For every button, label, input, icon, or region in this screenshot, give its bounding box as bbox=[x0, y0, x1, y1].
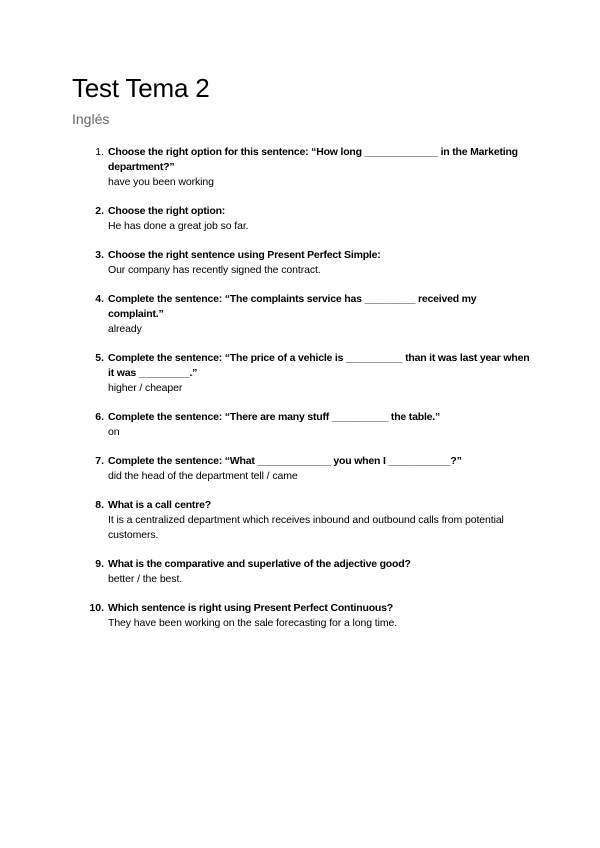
question-text: Complete the sentence: “There are many stuff __________ the table.” bbox=[108, 411, 441, 423]
question-item-9 bbox=[72, 557, 532, 587]
question-item-8 bbox=[72, 498, 532, 543]
question-number: 6. bbox=[95, 411, 104, 423]
question-number: 4. bbox=[95, 293, 104, 305]
question-answer: have you been working bbox=[108, 176, 214, 188]
question-text: Choose the right option for this sentence: “How long _____________ in the Marketing department?” bbox=[108, 146, 518, 173]
question-answer: Our company has recently signed the contract. bbox=[108, 264, 321, 276]
question-number: 2. bbox=[95, 205, 104, 217]
question-text: Complete the sentence: “What _____________ you when I ___________?” bbox=[108, 455, 462, 467]
page-title: Test Tema 2 bbox=[72, 73, 210, 103]
page-subtitle: Inglés bbox=[72, 111, 110, 127]
question-number: 8. bbox=[95, 499, 104, 511]
question-number: 5. bbox=[95, 352, 104, 364]
question-item-1 bbox=[72, 145, 532, 190]
question-text: Which sentence is right using Present Perfect Continuous? bbox=[108, 602, 393, 614]
question-number: 3. bbox=[95, 249, 104, 261]
question-text: Choose the right sentence using Present Perfect Simple: bbox=[108, 249, 381, 261]
question-number: 1. bbox=[95, 146, 104, 158]
question-number: 10. bbox=[89, 602, 104, 614]
question-text: Choose the right option: bbox=[108, 205, 226, 217]
question-number: 7. bbox=[95, 455, 104, 467]
question-text: What is the comparative and superlative of the adjective good? bbox=[108, 558, 411, 570]
question-answer: He has done a great job so far. bbox=[108, 220, 249, 232]
question-text: Complete the sentence: “The price of a vehicle is __________ than it was last year when it was _________.” bbox=[108, 352, 530, 379]
question-answer: did the head of the department tell / came bbox=[108, 470, 298, 482]
question-answer: higher / cheaper bbox=[108, 382, 183, 394]
question-item-3 bbox=[72, 248, 532, 278]
question-item-2 bbox=[72, 204, 532, 234]
question-answer: already bbox=[108, 323, 142, 335]
question-number: 9. bbox=[95, 558, 104, 570]
question-item-10 bbox=[72, 601, 532, 631]
question-item-7 bbox=[72, 454, 532, 484]
question-answer: better / the best. bbox=[108, 573, 183, 585]
question-item-4 bbox=[72, 292, 532, 337]
question-answer: on bbox=[108, 426, 120, 438]
question-answer: They have been working on the sale forecasting for a long time. bbox=[108, 617, 398, 629]
question-text: Complete the sentence: “The complaints service has _________ received my complaint.” bbox=[108, 293, 477, 320]
question-item-5 bbox=[72, 351, 532, 396]
question-item-6 bbox=[72, 410, 532, 440]
question-list bbox=[72, 145, 532, 631]
question-answer: It is a centralized department which receives inbound and outbound calls from potential customers. bbox=[108, 514, 504, 541]
question-text: What is a call centre? bbox=[108, 499, 211, 511]
